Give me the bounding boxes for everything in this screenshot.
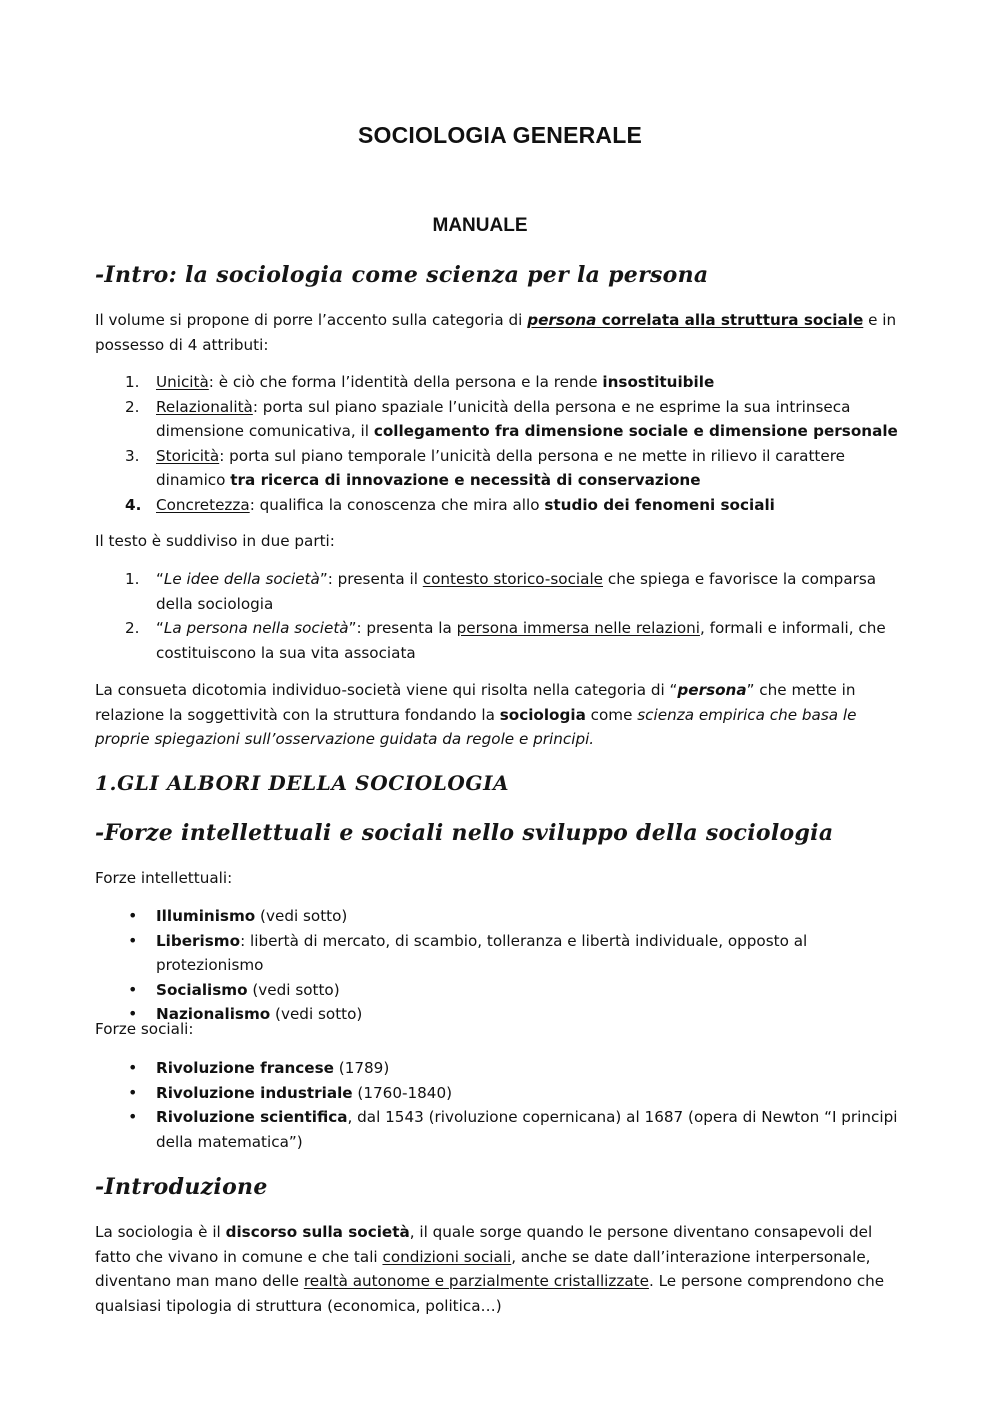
heading-forces: -Forze intellettuali e sociali nello sviluppo della sociologia xyxy=(95,820,834,846)
page-title: SOCIOLOGIA GENERALE xyxy=(357,122,643,148)
list-item: 2. “La persona nella società”: presenta la persona immersa nelle relazioni, formali e informali, che costituiscono la sua vita associata xyxy=(125,619,886,662)
intro-paragraph-2: Il testo è suddiviso in due parti: xyxy=(95,532,335,550)
intellectual-forces-label: Forze intellettuali: xyxy=(95,869,233,887)
list-item: • Socialismo (vedi sotto) xyxy=(128,979,340,999)
attributes-list xyxy=(95,370,910,517)
heading-intro: -Intro: la sociologia come scienza per la persona xyxy=(95,262,709,288)
social-forces-list xyxy=(95,1056,910,1154)
list-item: 4. Concretezza: qualifica la conoscenza che mira allo studio dei fenomeni sociali xyxy=(125,495,775,514)
introduzione-paragraph: La sociologia è il discorso sulla società, il quale sorge quando le persone diventano consapevoli del fatto che vivano in comune e che tali condizioni sociali, anche se date dall’interazione interpersonale, diventano man mano delle realtà autonome e parzialmente cristallizzate. Le persone comprendono che qualsiasi tipologia di struttura (economica, politica…) xyxy=(95,1223,885,1315)
page-subtitle: MANUALE xyxy=(432,215,528,236)
list-item: • Rivoluzione scientifica, dal 1543 (rivoluzione copernicana) al 1687 (opera di Newton “I principi della matematica”) xyxy=(128,1107,898,1151)
heading-chapter-1: 1.GLI ALBORI DELLA SOCIOLOGIA xyxy=(95,771,510,795)
list-item: 1. Unicità: è ciò che forma l’identità della persona e la rende insostituibile xyxy=(125,373,715,391)
list-item: • Liberismo: libertà di mercato, di scambio, tolleranza e libertà individuale, opposto al protezionismo xyxy=(128,930,808,974)
heading-introduzione: -Introduzione xyxy=(95,1174,268,1200)
list-item: 3. Storicità: porta sul piano temporale l’unicità della persona e ne mette in rilievo il carattere dinamico tra ricerca di innovazione e necessità di conservazione xyxy=(125,446,845,489)
list-item: • Nazionalismo (vedi sotto) xyxy=(128,1004,363,1023)
intro-paragraph-1: Il volume si propone di porre l’accento sulla categoria di persona correlata alla struttura sociale e in possesso di 4 attributi: xyxy=(95,311,897,354)
list-item: 2. Relazionalità: porta sul piano spaziale l’unicità della persona e ne esprime la sua intrinseca dimensione comunicativa, il collegamento fra dimensione sociale e dimensione personale xyxy=(125,397,898,440)
social-forces-label: Forze sociali: xyxy=(95,1020,194,1038)
intellectual-forces-list xyxy=(95,904,910,1027)
list-item: • Rivoluzione francese (1789) xyxy=(128,1058,390,1077)
list-item: 1. “Le idee della società”: presenta il contesto storico-sociale che spiega e favorisce la comparsa della sociologia xyxy=(125,570,877,613)
parts-list xyxy=(95,567,910,665)
list-item: • Rivoluzione industriale (1760-1840) xyxy=(128,1082,453,1102)
intro-paragraph-3: La consueta dicotomia individuo-società viene qui risolta nella categoria di “persona” che mette in relazione la soggettività con la struttura fondando la sociologia come scienza empirica che basa le proprie spiegazioni sull’osservazione guidata da regole e principi. xyxy=(95,681,857,748)
list-item: • Illuminismo (vedi sotto) xyxy=(128,906,348,925)
